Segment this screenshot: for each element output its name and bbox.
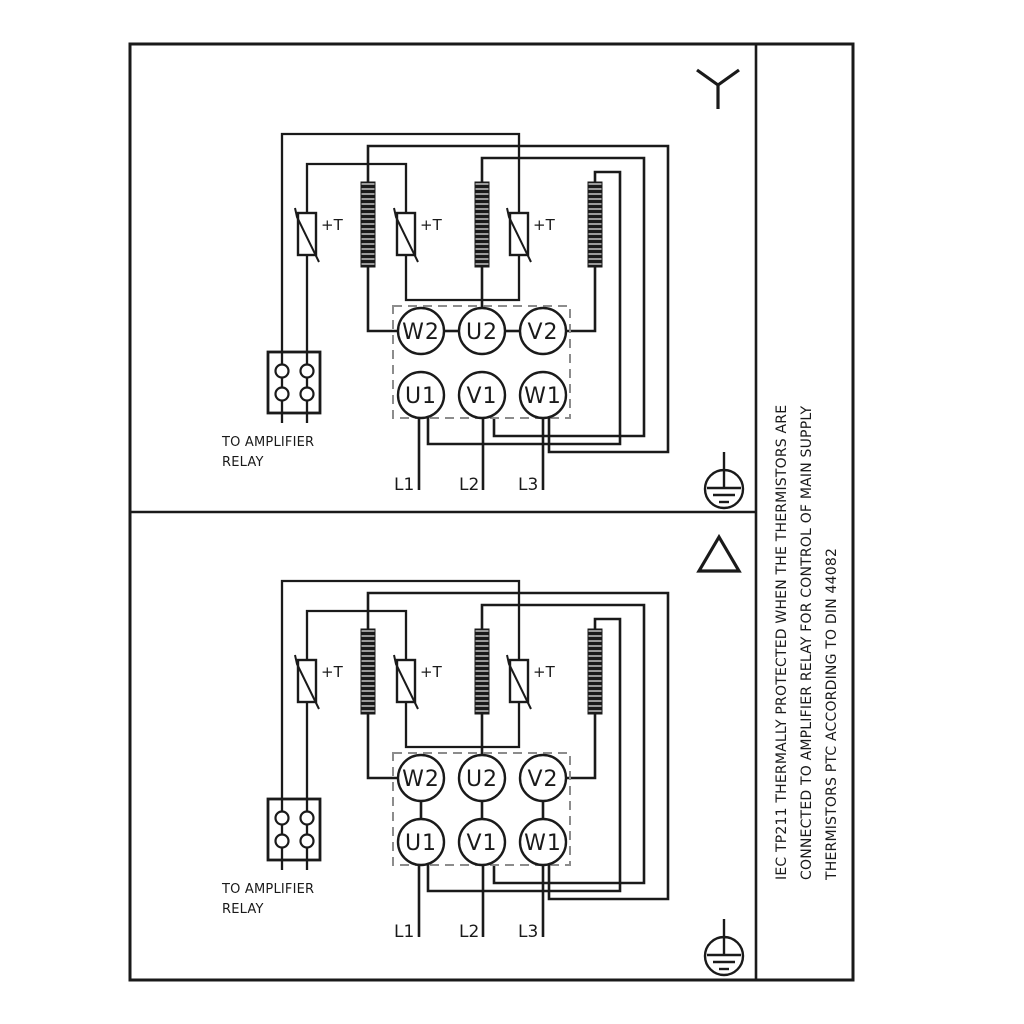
star-symbol bbox=[697, 70, 739, 109]
earth-ground-symbol bbox=[705, 919, 743, 975]
side-note-line2: CONNECTED TO AMPLIFIER RELAY FOR CONTROL OF MAIN SUPPLY bbox=[799, 405, 815, 880]
side-note bbox=[774, 405, 840, 881]
earth-ground-symbol bbox=[705, 452, 743, 508]
panel-delta bbox=[221, 537, 743, 975]
side-note-line3: THERMISTORS PTC ACCORDING TO DIN 44082 bbox=[824, 547, 840, 880]
panel-star bbox=[221, 70, 743, 508]
delta-symbol bbox=[699, 537, 739, 571]
side-note-line1: IEC TP211 THERMALLY PROTECTED WHEN THE THERMISTORS ARE bbox=[774, 404, 790, 880]
